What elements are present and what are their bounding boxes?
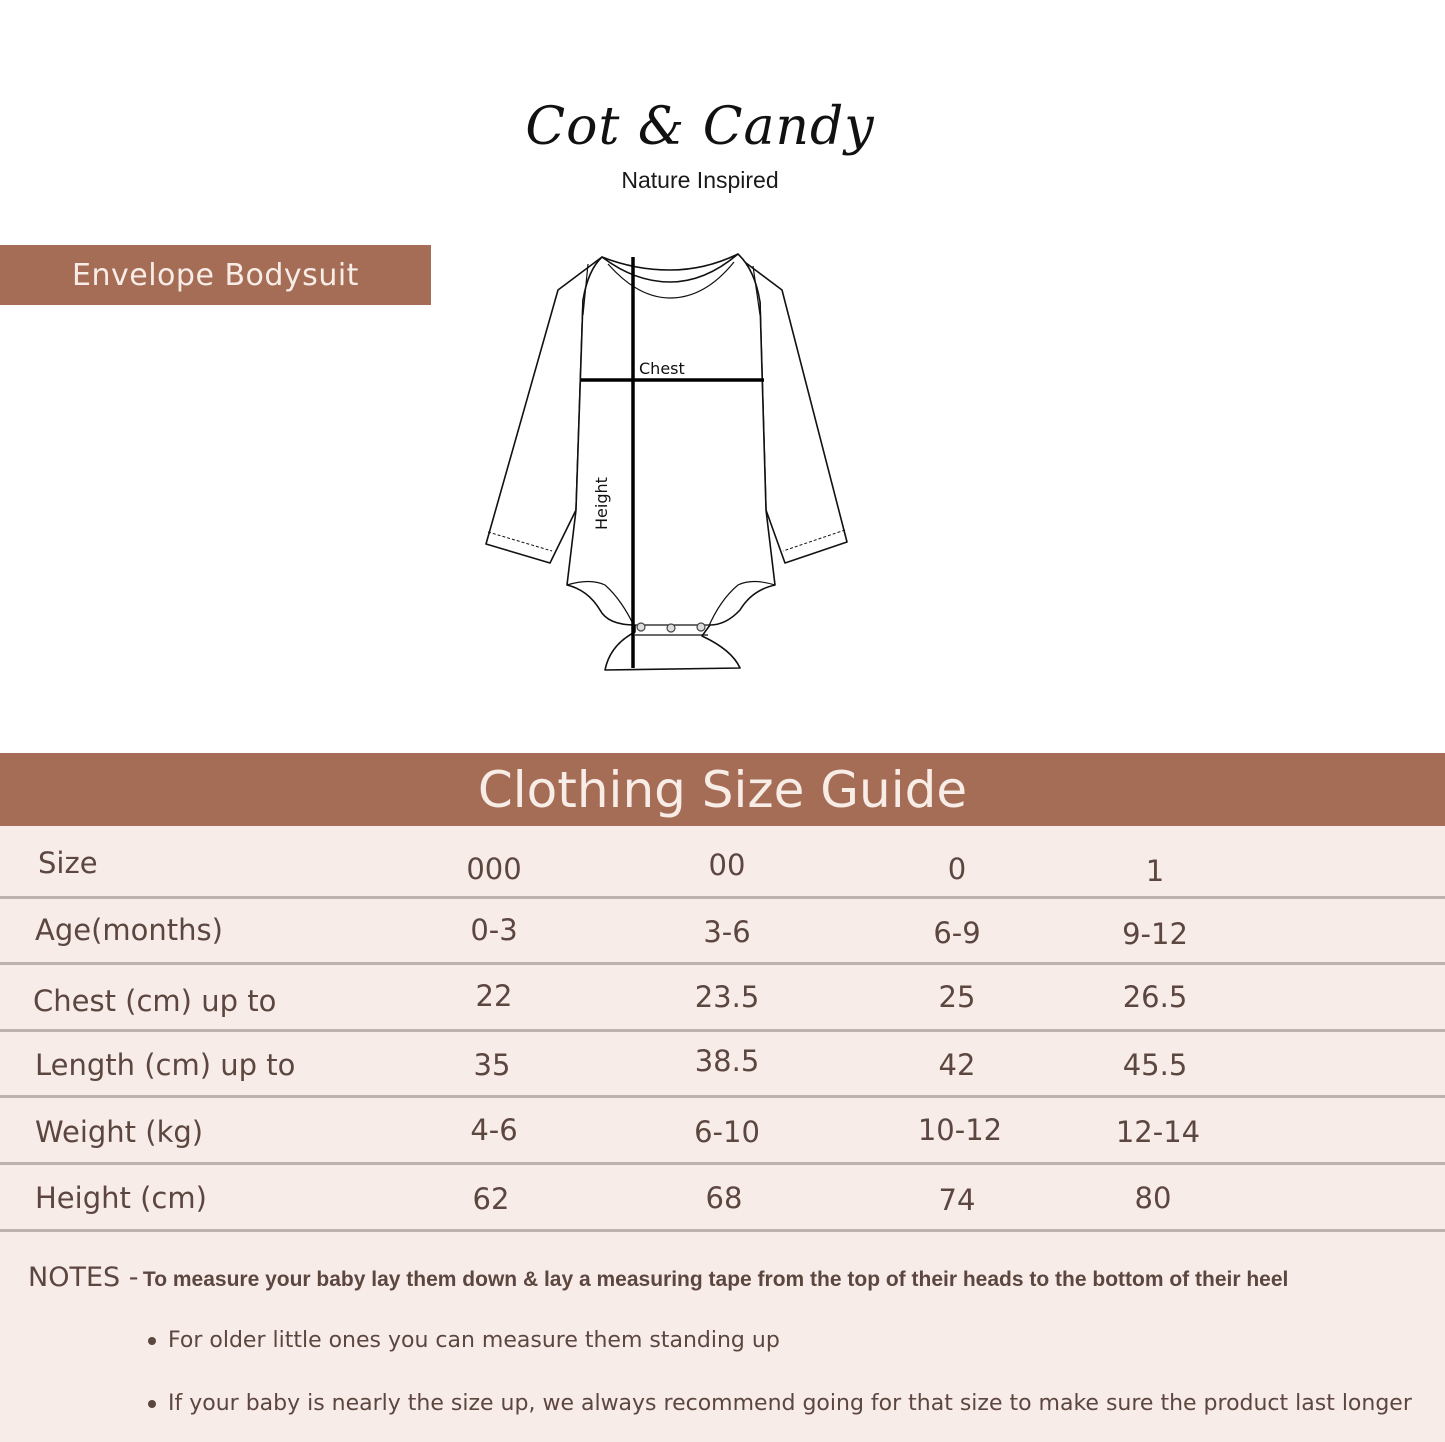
table-cell: 25	[938, 980, 976, 1014]
table-cell: 6-9	[933, 916, 981, 950]
row-label: Size	[38, 846, 98, 880]
row-divider	[0, 1229, 1445, 1232]
table-cell: 000	[466, 852, 522, 886]
row-label: Length (cm) up to	[35, 1048, 296, 1082]
bullet-text: For older little ones you can measure them standing up	[168, 1328, 780, 1353]
table-cell: 80	[1134, 1181, 1172, 1215]
table-row-chest	[0, 966, 1445, 1032]
brand-tagline: Nature Inspired	[621, 167, 779, 193]
table-cell: 0-3	[470, 913, 518, 947]
table-cell: 1	[1145, 854, 1165, 888]
table-row-height	[0, 1166, 1445, 1232]
table-cell: 6-10	[694, 1115, 760, 1149]
bullet-icon	[148, 1337, 156, 1345]
size-guide-title: Clothing Size Guide	[0, 753, 1445, 826]
row-label: Age(months)	[35, 913, 223, 947]
bodysuit-illustration-icon	[470, 240, 870, 680]
table-cell: 23.5	[694, 980, 760, 1014]
table-row-length	[0, 1032, 1445, 1098]
row-divider	[0, 1095, 1445, 1098]
notes-bullet	[148, 1328, 780, 1353]
brand-logo	[500, 95, 900, 194]
bullet-text: If your baby is nearly the size up, we always recommend going for that size to make sure the product last longer	[168, 1391, 1412, 1416]
row-label: Weight (kg)	[35, 1115, 204, 1149]
row-label: Height (cm)	[35, 1181, 207, 1215]
table-row-age	[0, 899, 1445, 965]
table-cell: 42	[938, 1048, 976, 1082]
chest-label: Chest	[639, 359, 685, 378]
table-cell: 9-12	[1122, 917, 1188, 951]
table-cell: 35	[473, 1048, 511, 1082]
table-cell: 38.5	[694, 1044, 760, 1078]
notes-bullet	[148, 1391, 1412, 1416]
table-cell: 68	[705, 1181, 743, 1215]
height-label: Height	[592, 477, 611, 530]
brand-name: Cot & Candy	[525, 97, 875, 157]
table-cell: 12-14	[1115, 1115, 1201, 1149]
bodysuit-measurement-diagram	[470, 240, 870, 680]
row-label: Chest (cm) up to	[33, 984, 277, 1018]
notes-main-text: To measure your baby lay them down & lay a measuring tape from the top of their heads to the bottom of their heel	[142, 1268, 1289, 1291]
notes-heading: NOTES -	[28, 1262, 139, 1293]
table-row-size	[0, 826, 1445, 892]
table-cell: 10-12	[917, 1113, 1003, 1147]
table-cell: 3-6	[703, 915, 751, 949]
bullet-icon	[148, 1400, 156, 1408]
table-cell: 26.5	[1122, 980, 1188, 1014]
table-cell: 4-6	[470, 1113, 518, 1147]
notes-section	[28, 1262, 1288, 1293]
table-cell: 45.5	[1122, 1048, 1188, 1082]
table-cell: 00	[708, 848, 746, 882]
row-divider	[0, 962, 1445, 965]
table-cell: 0	[947, 852, 967, 886]
product-name-banner: Envelope Bodysuit	[0, 245, 431, 305]
row-divider	[0, 1162, 1445, 1165]
table-cell: 62	[472, 1182, 510, 1216]
table-row-weight	[0, 1099, 1445, 1165]
table-cell: 22	[475, 979, 513, 1013]
table-cell: 74	[938, 1183, 976, 1217]
